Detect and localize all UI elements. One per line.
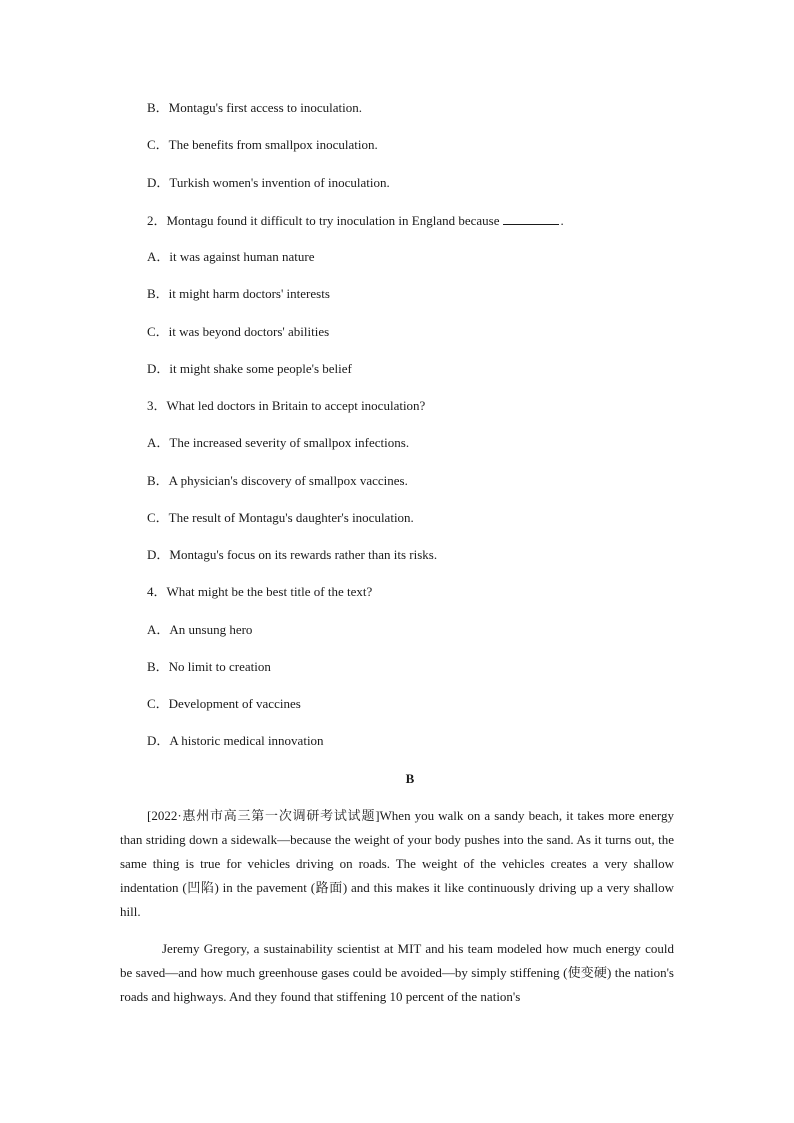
q1-option-c: C．The benefits from smallpox inoculation. [147,137,378,152]
q2-stem [147,212,564,229]
section-title: B [405,771,415,786]
q1-option-d: D．Turkish women's invention of inoculation. [147,175,390,190]
q3-option-d: D．Montagu's focus on its rewards rather than its risks. [147,547,438,562]
q4-option-b: B．No limit to creation [147,659,271,674]
q2-stem-text: 2．Montagu found it difficult to try inoculation in England because [147,213,500,228]
q4-stem: 4．What might be the best title of the text? [147,584,373,599]
q3-option-c: C．The result of Montagu's daughter's inoculation. [147,510,414,525]
q3-option-a: A．The increased severity of smallpox infections. [147,435,410,450]
q2-stem-end: . [560,213,564,228]
q2-option-c: C．it was beyond doctors' abilities [147,324,330,339]
q3-stem: 3．What led doctors in Britain to accept inoculation? [147,398,426,413]
q2-option-d: D．it might shake some people's belief [147,361,352,376]
passage-paragraph-1: [2022·惠州市高三第一次调研考试试题]When you walk on a sandy beach, it takes more energy than striding down a sidewalk—because the weight of your body pushes into the sand. As it turns out, the same thing is true for vehicles driving on roads. The weight of the vehicles creates a very shallow indentation (凹陷) in the pavement (路面) and this makes it like continuously driving up a very shallow hill. [120,808,674,919]
q2-option-a: A．it was against human nature [147,249,315,264]
q1-option-b: B．Montagu's first access to inoculation. [147,100,363,115]
passage-paragraph-2: Jeremy Gregory, a sustainability scientist at MIT and his team modeled how much energy could be saved—and how much greenhouse gases could be avoided—by simply stiffening (使变硬) the nation's roads and highways. And they found that stiffening 10 percent of the nation's [120,941,674,1004]
q4-option-d: D．A historic medical innovation [147,733,324,748]
q3-option-b: B．A physician's discovery of smallpox vaccines. [147,473,408,488]
answer-blank [503,212,559,225]
q4-option-a: A．An unsung hero [147,622,253,637]
q2-option-b: B．it might harm doctors' interests [147,286,330,301]
q4-option-c: C．Development of vaccines [147,696,301,711]
